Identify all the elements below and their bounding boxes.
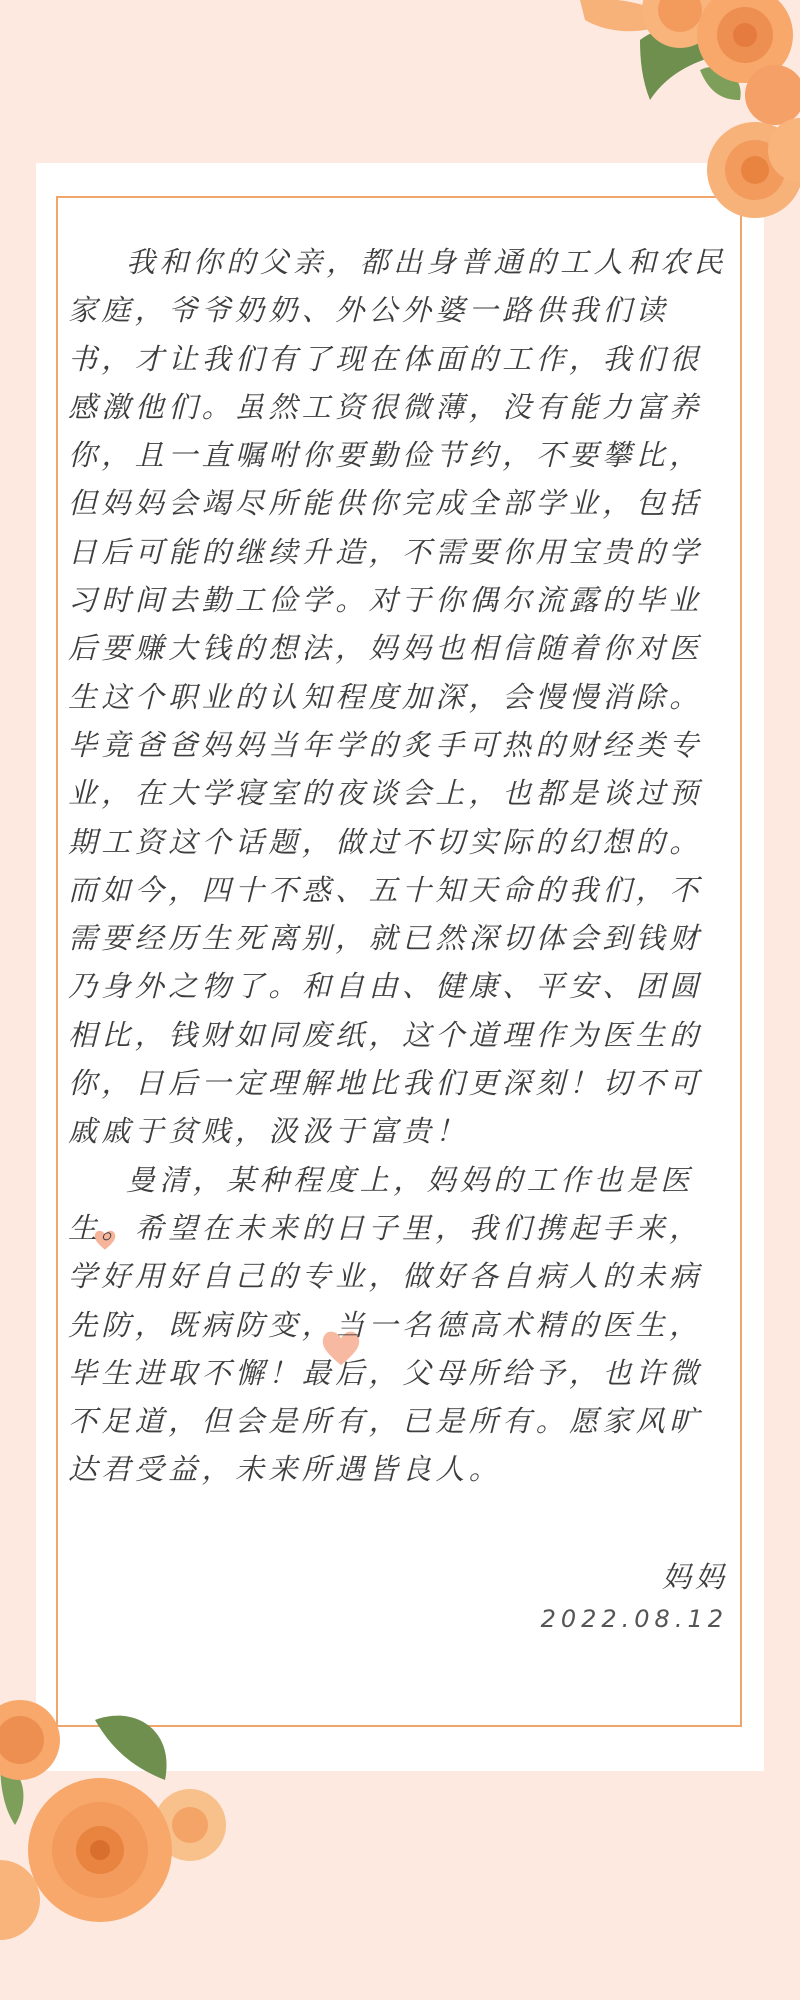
signature: 妈妈 bbox=[661, 1560, 728, 1594]
rose-bouquet-top-right-icon bbox=[570, 0, 800, 250]
letter-paragraph: 我和你的父亲，都出身普通的工人和农民家庭，爷爷奶奶、外公外婆一路供我们读书，才让我们有了现在体面的工作，我们很感激他们。虽然工资很微薄，没有能力富养你，且一直嘱咐你要勤俭节约，不要攀比，但妈妈会竭尽所能供你完成全部学业，包括日后可能的继续升造，不需要你用宝贵的学习时间去勤工俭学。对于你偶尔流露的毕业后要赚大钱的想法，妈妈也相信随着你对医生这个职业的认知程度加深，会慢慢消除。毕竟爸爸妈妈当年学的炙手可热的财经类专业，在大学寝室的夜谈会上，也都是谈过预期工资这个话题，做过不切实际的幻想的。而如今，四十不惑、五十知天命的我们，不需要经历生死离别，就已然深切体会到钱财乃身外之物了。和自由、健康、平安、团圆相比，钱财如同废纸，这个道理作为医生的你，日后一定理解地比我们更深刻！切不可戚戚于贫贱，汲汲于富贵！ bbox=[68, 245, 728, 1149]
letter-paragraph: 曼清，某种程度上，妈妈的工作也是医生。希望在未来的日子里，我们携起手来，学好用好自己的专业，做好各自病人的未病先防，既病防变，当一名德高术精的医生，毕生进取不懈！最后，父母所给予，也许微不足道，但会是所有，已是所有。愿家风旷达君受益，未来所遇皆良人。 bbox=[68, 1162, 703, 1487]
rose-bouquet-bottom-left-icon bbox=[0, 1700, 240, 1940]
letter-body bbox=[68, 238, 728, 1494]
letter-date: 2022.08.12 bbox=[540, 1605, 728, 1633]
